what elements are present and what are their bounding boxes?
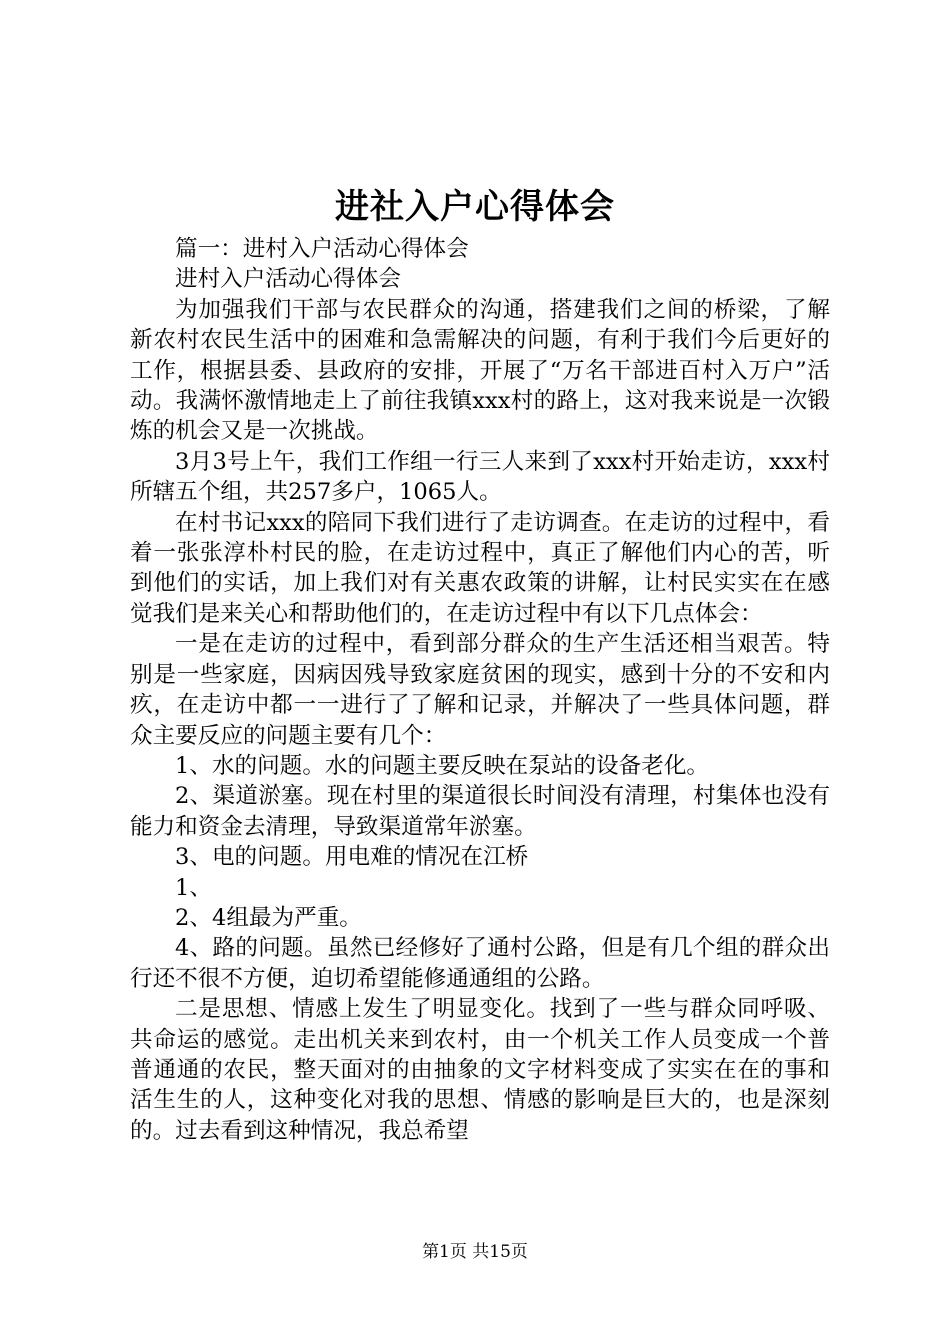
paragraph: 一是在走访的过程中，看到部分群众的生产生活还相当艰苦。特别是一些家庭，因病因残导致家庭贫困的现实，感到十分的不安和内疚，在走访中都一一进行了了解和记录，并解决了一些具体问题，群众主要反应的问题主要有几个：: [130, 631, 830, 749]
paragraph: 为加强我们干部与农民群众的沟通，搭建我们之间的桥梁，了解新农村农民生活中的困难和急需解决的问题，有利于我们今后更好的工作，根据县委、县政府的安排，开展了“万名干部进百村入万户”活动。我满怀激情地走上了前往我镇xxx村的路上，这对我来说是一次锻炼的机会又是一次挑战。: [130, 296, 830, 445]
paragraph: 在村书记xxx的陪同下我们进行了走访调查。在走访的过程中，看着一张张淳朴村民的脸，在走访过程中，真正了解他们内心的苦，听到他们的实话，加上我们对有关惠农政策的讲解，让村民实实在在感觉我们是来关心和帮助他们的，在走访过程中有以下几点体会：: [130, 509, 830, 627]
list-item: 1、水的问题。水的问题主要反映在泵站的设备老化。: [175, 752, 710, 779]
document-title: 进社入户心得体会: [335, 187, 615, 227]
paragraph-subtitle: 进村入户活动心得体会: [175, 266, 401, 293]
list-item: 3、电的问题。用电难的情况在江桥: [175, 844, 529, 871]
paragraph: 二是思想、情感上发生了明显变化。找到了一些与群众同呼吸、共命运的感觉。走出机关来到农村，由一个机关工作人员变成一个普普通通的农民，整天面对的由抽象的文字材料变成了实实在在的事和活生生的人，这种变化对我的思想、情感的影响是巨大的，也是深刻的。过去看到这种情况，我总希望: [130, 996, 830, 1144]
list-item: 1、: [175, 874, 212, 901]
paragraph: 3月3号上午，我们工作组一行三人来到了xxx村开始走访，xxx村所辖五个组，共257多户，1065人。: [130, 448, 830, 506]
document-body: [130, 234, 830, 1146]
paragraph-section-heading: 篇一：进村入户活动心得体会: [175, 236, 469, 262]
page-number-footer: 第1页 共15页: [422, 1242, 528, 1262]
list-item: 2、渠道淤塞。现在村里的渠道很长时间没有清理，村集体也没有能力和资金去清理，导致渠道常年淤塞。: [130, 783, 830, 840]
list-item: 4、路的问题。虽然已经修好了通村公路，但是有几个组的群众出行还不很不方便，迫切希望能修通通组的公路。: [130, 935, 830, 992]
list-item: 2、4组最为严重。: [175, 904, 362, 931]
